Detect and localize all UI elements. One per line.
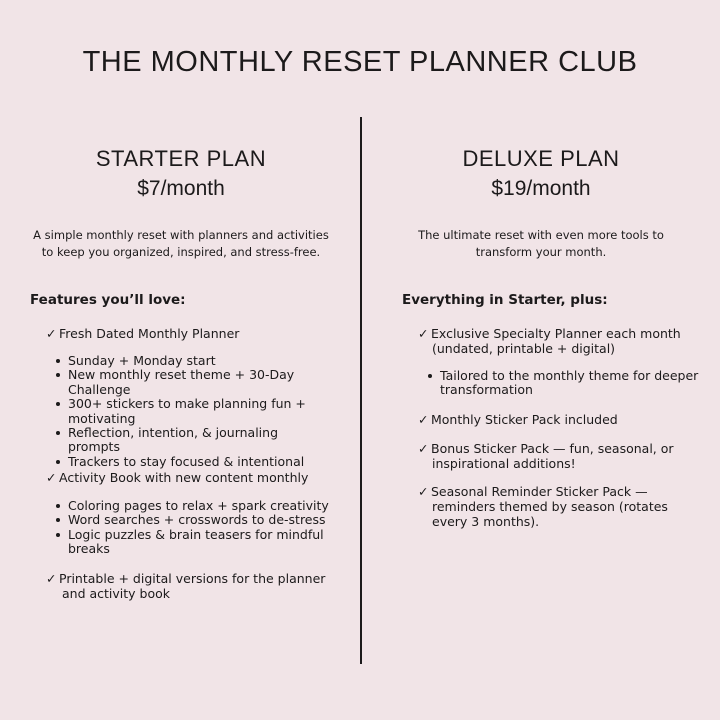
starter-description-line: to keep you organized, inspired, and stress-free. [41, 245, 321, 259]
list-item: New monthly reset theme + 30-Day Challenge [54, 368, 329, 397]
list-item: Trackers to stay focused & intentional [54, 455, 329, 469]
checkmark-icon: ✓ [418, 441, 429, 456]
feature-label: Printable + digital versions for the planner [59, 571, 326, 586]
checkmark-icon: ✓ [418, 412, 429, 427]
deluxe-feature-seasonal-sticker-pack [418, 484, 668, 529]
starter-plan-name: STARTER PLAN [95, 146, 267, 171]
deluxe-plan-price: $19/month [491, 177, 591, 200]
starter-plan-description [0, 227, 362, 261]
starter-features-heading: Features you’ll love: [30, 292, 186, 308]
deluxe-features-heading: Everything in Starter, plus: [402, 292, 608, 308]
starter-planner-bullets [54, 354, 329, 469]
feature-label-continued: reminders themed by season (rotates [432, 499, 668, 514]
list-item: Coloring pages to relax + spark creativity [54, 499, 329, 513]
feature-label: Seasonal Reminder Sticker Pack — [431, 484, 648, 499]
feature-label: Exclusive Specialty Planner each month [431, 326, 681, 341]
feature-label: Bonus Sticker Pack — fun, seasonal, or [431, 441, 674, 456]
checkmark-icon: ✓ [46, 326, 57, 341]
deluxe-description-line: The ultimate reset with even more tools to [418, 228, 664, 242]
list-item: Logic puzzles & brain teasers for mindful breaks [54, 528, 329, 557]
deluxe-feature-sticker-pack [418, 412, 618, 427]
checkmark-icon: ✓ [418, 326, 429, 341]
deluxe-planner-bullets [426, 369, 706, 398]
starter-activity-bullets [54, 499, 329, 557]
deluxe-plan-description [362, 227, 720, 261]
starter-plan-price: $7/month [137, 177, 225, 200]
deluxe-plan-name: DELUXE PLAN [462, 146, 620, 171]
starter-feature-printable [46, 571, 325, 601]
feature-label-continued: and activity book [62, 586, 171, 601]
feature-label-continued: (undated, printable + digital) [432, 341, 616, 356]
feature-label-continued: inspirational additions! [432, 456, 576, 471]
checkmark-icon: ✓ [46, 470, 57, 485]
feature-label: Activity Book with new content monthly [59, 470, 309, 485]
list-item: 300+ stickers to make planning fun + motivating [54, 397, 329, 426]
feature-label: Fresh Dated Monthly Planner [59, 326, 240, 341]
list-item: Sunday + Monday start [54, 354, 329, 368]
checkmark-icon: ✓ [46, 571, 57, 586]
starter-description-line: A simple monthly reset with planners and activities [33, 228, 329, 242]
list-item: Reflection, intention, & journaling prompts [54, 426, 329, 455]
deluxe-description-line: transform your month. [475, 245, 607, 259]
deluxe-feature-bonus-sticker-pack [418, 441, 674, 471]
starter-feature-planner [46, 326, 239, 341]
list-item: Word searches + crosswords to de-stress [54, 513, 329, 527]
checkmark-icon: ✓ [418, 484, 429, 499]
feature-label: Monthly Sticker Pack included [431, 412, 618, 427]
list-item: Tailored to the monthly theme for deeper transformation [426, 369, 706, 398]
page-title: THE MONTHLY RESET PLANNER CLUB [82, 46, 638, 78]
deluxe-feature-specialty-planner [418, 326, 681, 356]
starter-feature-activity-book [46, 470, 308, 485]
feature-label-continued: every 3 months). [432, 514, 540, 529]
